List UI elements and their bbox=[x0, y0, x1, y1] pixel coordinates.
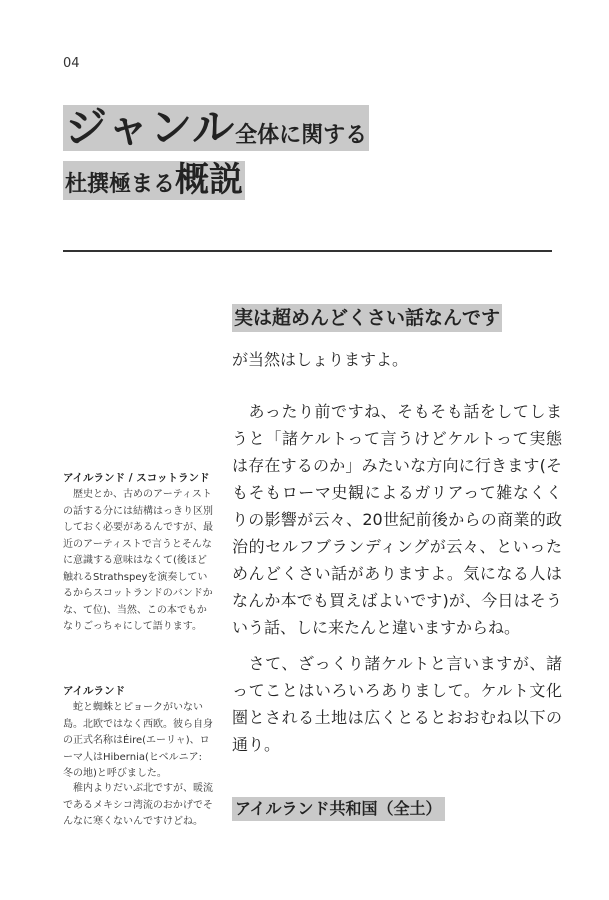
body-paragraph-2: さて、ざっくり諸ケルトと言いますが、諸ってことはいろいろありまして。ケルト文化圏とされる土地は広くとるとおおむね以下の通り。 bbox=[232, 654, 562, 754]
sidenote-body-ireland-climate: 稚内よりだいぶ北ですが、暖流であるメキシコ湾流のおかげでそんなに寒くないんですけどね。 bbox=[63, 783, 213, 827]
subheading-ireland: アイルランド共和国（全土） bbox=[232, 797, 445, 821]
section-heading: 実は超めんどくさい話なんです bbox=[232, 304, 502, 332]
body-paragraph-1: あったり前ですね、そもそも話をしてしまうと「諸ケルトって言うけどケルトって実態は存在するのか」みたいな方向に行きます(そもそもローマ史観によるガリアって雑なくくりの影響が云々、20世紀前後からの商業的政治的セルフブランディングが云々、といっためんどくさい話がありますよ。気になる人はなんか本でも買えばよいです)が、今日はそういう話、しに来たんと違いますからね。 bbox=[232, 402, 562, 637]
sidenote-title-ireland: アイルランド bbox=[63, 685, 126, 697]
title-divider bbox=[63, 250, 552, 252]
sidenote-body-ireland-scotland: 歴史とか、古めのアーティストの話する分には結構はっきり区別しておく必要があるんですが、最近のアーティストで言うとそんなに意識する意味はなくて(後ほど触れるStrathspeyを演奏しているからスコットランドのバンドかな、て位)、当然、この本でもかなりごっちゃにして語ります。 bbox=[63, 489, 213, 632]
title-overall: 全体に関する bbox=[235, 123, 368, 148]
title-genre: ジャンル bbox=[65, 103, 236, 152]
page-title-line-1 bbox=[63, 105, 369, 151]
intro-paragraph: が当然はしょりますよ。 bbox=[232, 350, 409, 369]
title-overview: 概説 bbox=[175, 160, 244, 200]
page-title-line-2 bbox=[63, 161, 245, 200]
title-sloppy: 杜撰極まる bbox=[65, 172, 176, 197]
sidenote-title-ireland-scotland: アイルランド / スコットランド bbox=[63, 472, 210, 484]
sidenote-body-ireland: 蛇と蜘蛛とピョークがいない島。北欧ではなく西欧。彼ら自身の正式名称はÉire(エーリャ)、ローマ人はHibernia(ヒベルニア: 冬の地)と呼びました。 bbox=[63, 702, 213, 779]
page-number: 04 bbox=[63, 56, 80, 71]
